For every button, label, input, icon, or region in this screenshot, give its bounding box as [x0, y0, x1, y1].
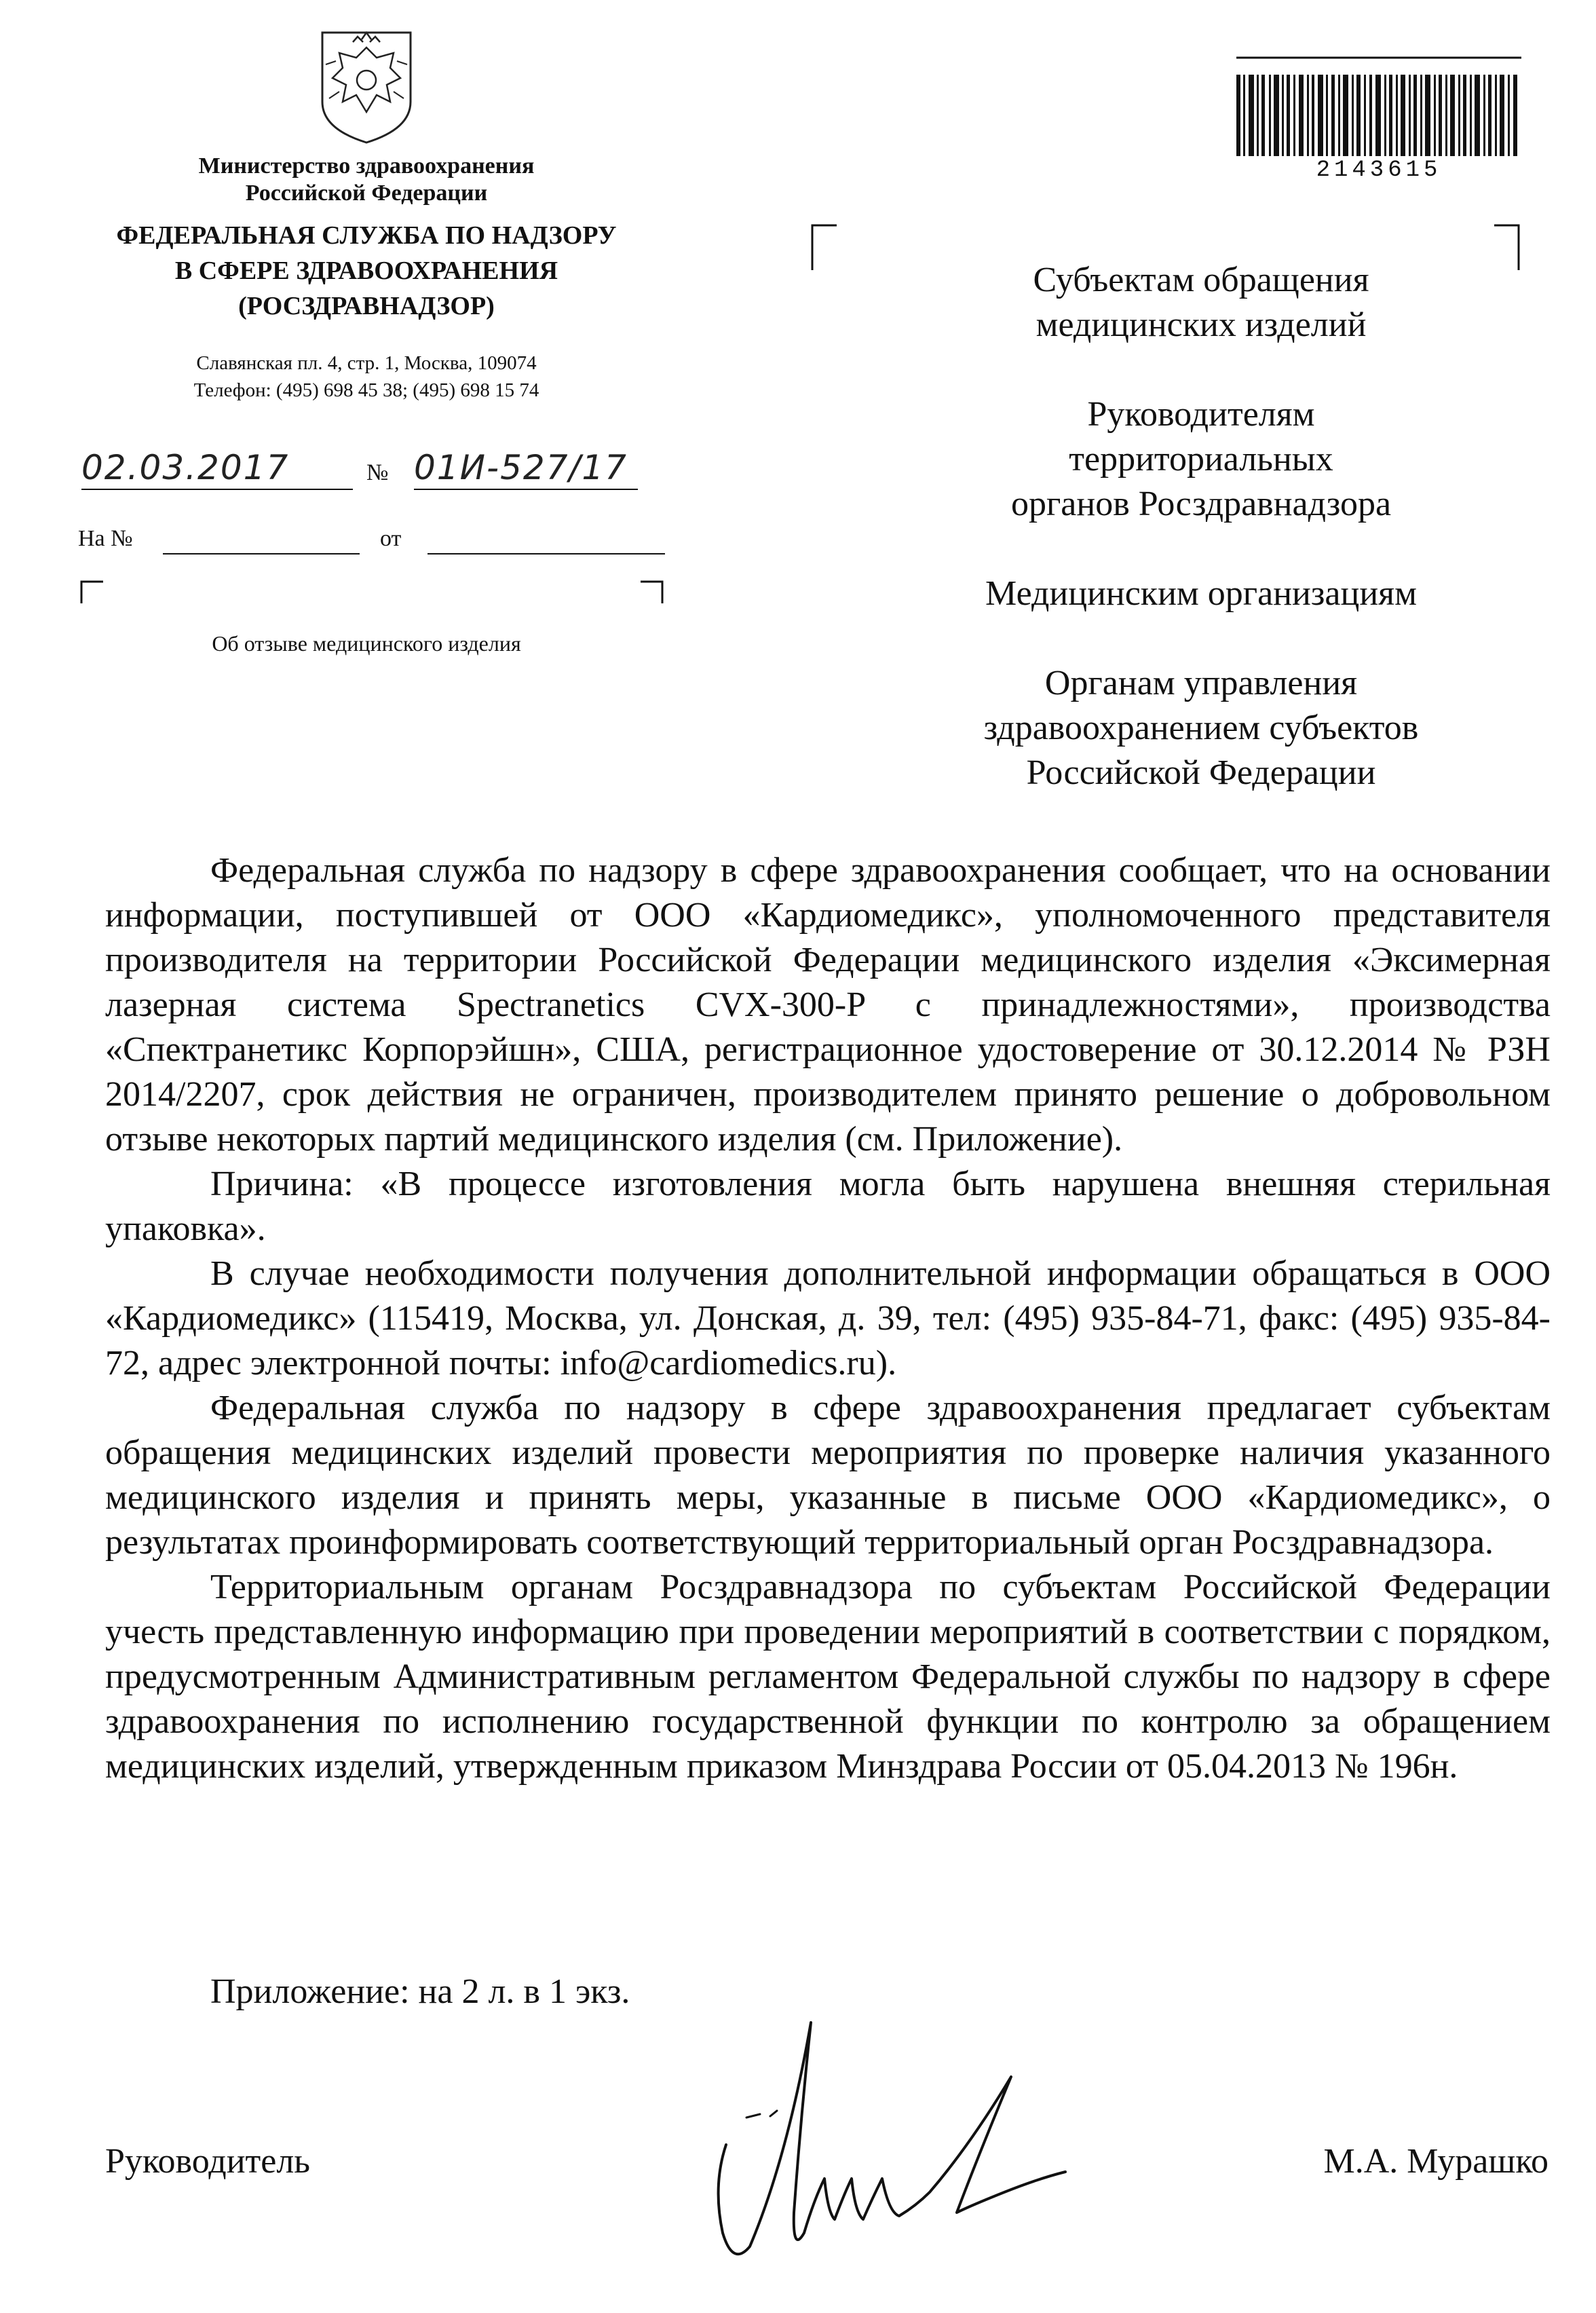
- addressee-line: территориальных: [1069, 440, 1333, 478]
- addressee-line: Субъектам обращения: [1033, 261, 1369, 299]
- letter-body: [105, 848, 1551, 1789]
- addressee-1: [862, 258, 1540, 347]
- handwritten-signature: [685, 2009, 1079, 2294]
- coat-of-arms-icon: [316, 27, 417, 146]
- addressee-line: Российской Федерации: [1026, 753, 1376, 792]
- subject-corner-right: [639, 580, 664, 605]
- reply-number-label: На №: [78, 526, 133, 551]
- reply-from-label: от: [380, 526, 402, 551]
- addressee-line: Органам управления: [1044, 664, 1358, 702]
- sender-block: [61, 27, 672, 404]
- sender-address: [61, 350, 672, 404]
- body-paragraph-2: Причина: «В процессе изготовления могла быть нарушена внешняя стерильная упаковка».: [105, 1165, 1551, 1248]
- signatory-title: Руководитель: [105, 2142, 310, 2181]
- ministry-name-line1: Министерство здравоохранения: [198, 153, 535, 178]
- barcode: [1236, 48, 1521, 163]
- addressee-4: [862, 661, 1540, 795]
- barcode-number: 2143615: [1316, 157, 1442, 183]
- reply-from-underline: [428, 553, 665, 554]
- number-underline: [414, 489, 638, 490]
- body-paragraph-5: Территориальным органам Росздравнадзора по субъектам Российской Федерации учесть представленную информацию при проведении мероприятий в соответствии с порядком, предусмотренным Административным регламентом Федеральной службы по надзору в сфере здравоохранения по исполнению государственной функции по контролю за обращением медицинских изделий, утвержденным приказом Минздрава России от 05.04.2013 № 196н.: [105, 1568, 1551, 1786]
- signatory-name: М.А. Мурашко: [1323, 2142, 1548, 2181]
- date-underline: [81, 489, 353, 490]
- service-name: [61, 218, 672, 324]
- service-name-line1: ФЕДЕРАЛЬНАЯ СЛУЖБА ПО НАДЗОРУ: [116, 221, 617, 250]
- service-name-line2: В СФЕРЕ ЗДРАВООХРАНЕНИЯ: [174, 257, 558, 285]
- addressee-line: Медицинским организациям: [985, 574, 1417, 613]
- registration-date: 02.03.2017: [81, 448, 290, 487]
- registration-line: [61, 448, 685, 502]
- body-paragraph-4: Федеральная служба по надзору в сфере здравоохранения предлагает субъектам обращения медицинских изделий провести мероприятия по проверке наличия указанного медицинского изделия и принять меры, указанные в письме ООО «Кардиомедикс», о результатах проинформировать соответствующий территориальный орган Росздравнадзора.: [105, 1389, 1551, 1562]
- sender-street-address: Славянская пл. 4, стр. 1, Москва, 109074: [196, 352, 537, 374]
- addressee-line: здравоохранением субъектов: [983, 709, 1419, 747]
- reply-reference-line: [78, 526, 689, 560]
- sender-phone: Телефон: (495) 698 45 38; (495) 698 15 74: [193, 379, 539, 401]
- addressee-line: медицинских изделий: [1036, 305, 1367, 344]
- addressees-block: [862, 258, 1540, 840]
- addressee-3: [862, 571, 1540, 616]
- subject-corner-left: [80, 580, 104, 605]
- service-name-line3: (РОСЗДРАВНАДЗОР): [238, 292, 495, 320]
- registration-number: 01И-527/17: [414, 448, 628, 487]
- addressee-corner-left: [811, 224, 838, 271]
- ministry-name-line2: Российской Федерации: [245, 181, 488, 206]
- letter-subject: Об отзыве медицинского изделия: [212, 631, 521, 656]
- addressee-line: органов Росздравнадзора: [1010, 485, 1392, 523]
- reply-number-underline: [163, 553, 360, 554]
- addressee-line: Руководителям: [1087, 395, 1315, 434]
- body-paragraph-3: В случае необходимости получения дополнительной информации обращаться в ООО «Кардиомедикс» (115419, Москва, ул. Донская, д. 39, тел: (495) 935-84-71, факс: (495) 935-84-72, адрес электронной почты: info@cardiomedics.ru).: [105, 1254, 1551, 1383]
- body-paragraph-1: Федеральная служба по надзору в сфере здравоохранения сообщает, что на основании информации, поступившей от ООО «Кардиомедикс», уполномоченного представителя производителя на территории Российской Федерации медицинского изделия «Эксимерная лазерная система Spectranetics CVX-300-P с принадлежностями», производства «Спектранетикс Корпорэйшн», США, регистрационное удостоверение от 30.12.2014 № РЗН 2014/2207, срок действия не ограничен, производителем принято решение о добровольном отзыве некоторых партий медицинского изделия (см. Приложение).: [105, 851, 1551, 1159]
- addressee-2: [862, 392, 1540, 527]
- number-sign: №: [366, 460, 389, 485]
- attachment-note: Приложение: на 2 л. в 1 экз.: [210, 1972, 630, 2011]
